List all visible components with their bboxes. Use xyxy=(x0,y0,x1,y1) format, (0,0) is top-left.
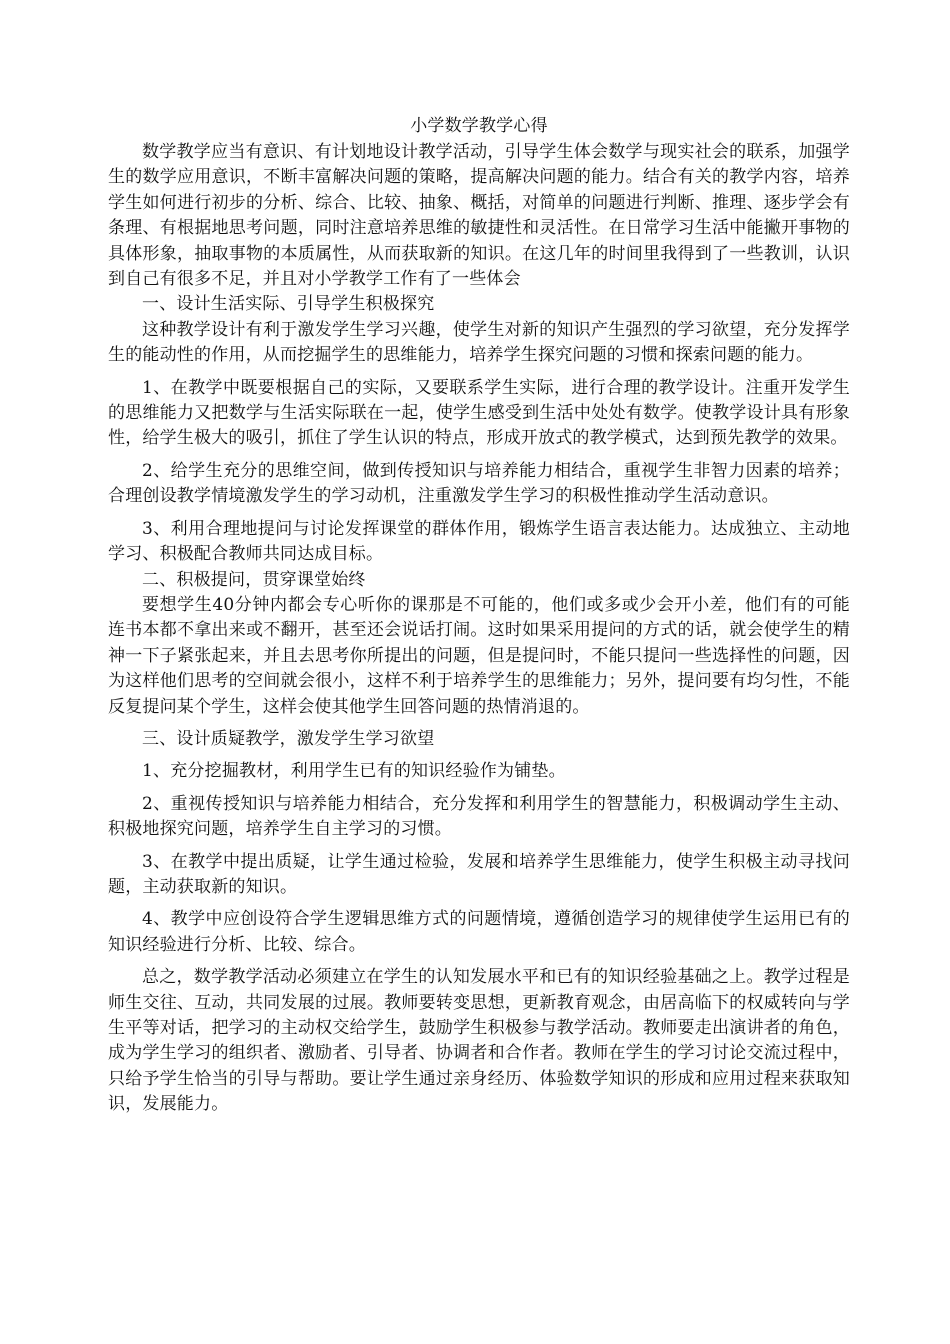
document-title: 小学数学教学心得 xyxy=(410,116,548,136)
section-3-item-2: 2、重视传授知识与培养能力相结合，充分发挥和利用学生的智慧能力，积极调动学生主动、积极地探究问题，培养学生自主学习的习惯。 xyxy=(108,793,850,840)
section-3-item-1: 1、充分挖掘教材，利用学生已有的知识经验作为铺垫。 xyxy=(142,761,566,782)
section-1-item-2: 2、给学生充分的思维空间，做到传授知识与培养能力相结合，重视学生非智力因素的培养；合理创设教学情境激发学生的学习动机，注重激发学生学习的积极性推动学生活动意识。 xyxy=(108,460,850,507)
section-1-heading: 一、设计生活实际、引导学生积极探究 xyxy=(142,294,435,315)
section-3-item-3: 3、在教学中提出质疑，让学生通过检验，发展和培养学生思维能力，使学生积极主动寻找问题，主动获取新的知识。 xyxy=(108,851,850,897)
section-3-heading: 三、设计质疑教学，激发学生学习欲望 xyxy=(142,728,435,749)
conclusion-paragraph: 总之，数学教学活动必须建立在学生的认知发展水平和已有的知识经验基础之上。教学过程是师生交往、互动，共同发展的过展。教师要转变思想，更新教育观念，由居高临下的权威转向与学生平等对话，把学习的主动权交给学生，鼓励学生积极参与教学活动。教师要走出演讲者的角色，成为学生学习的组织者、激励者、引导者、协调者和合作者。教师在学生的学习讨论交流过程中，只给予学生恰当的引导与帮助。要让学生通过亲身经历、体验数学知识的形成和应用过程来获取知识，发展能力。 xyxy=(108,967,850,1115)
section-3-item-4: 4、教学中应创设符合学生逻辑思维方式的问题情境，遵循创造学习的规律使学生运用已有的知识经验进行分析、比较、综合。 xyxy=(108,909,850,955)
section-1-body: 这种教学设计有利于激发学生学习兴趣，使学生对新的知识产生强烈的学习欲望，充分发挥学生的能动性的作用，从而挖掘学生的思维能力，培养学生探究问题的习惯和探索问题的能力。 xyxy=(108,319,850,366)
section-2-body: 要想学生40分钟内都会专心听你的课那是不可能的，他们或多或少会开小差，他们有的可能连书本都不拿出来或不翻开，甚至还会说话打闹。这时如果采用提问的方式的话，就会使学生的精神一下子紧张起来，并且去思考你所提出的问题，但是提问时，不能只提问一些选择性的问题，因为这样他们思考的空间就会很小，这样不利于培养学生的思维能力；另外，提问要有均匀性，不能反复提问某个学生，这样会使其他学生回答问题的热情消退的。 xyxy=(108,594,850,717)
document-page xyxy=(108,112,850,1118)
section-1-item-1: 1、在教学中既要根据自己的实际，又要联系学生实际，进行合理的教学设计。注重开发学生的思维能力又把数学与生活实际联在一起，使学生感受到生活中处处有数学。使教学设计具有形象性，给学生极大的吸引，抓住了学生认识的特点，形成开放式的教学模式，达到预先教学的效果。 xyxy=(108,377,850,449)
intro-paragraph: 数学教学应当有意识、有计划地设计教学活动，引导学生体会数学与现实社会的联系，加强学生的数学应用意识，不断丰富解决问题的策略，提高解决问题的能力。结合有关的教学内容，培养学生如何进行初步的分析、综合、比较、抽象、概括，对简单的问题进行判断、推理、逐步学会有条理、有根据地思考问题，同时注意培养思维的敏捷性和灵活性。在日常学习生活中能撇开事物的具体形象，抽取事物的本质属性，从而获取新的知识。在这几年的时间里我得到了一些教训，认识到自己有很多不足，并且对小学教学工作有了一些体会 xyxy=(108,142,850,290)
section-2-heading: 二、积极提问，贯穿课堂始终 xyxy=(142,569,366,590)
section-1-item-3: 3、利用合理地提问与讨论发挥课堂的群体作用，锻炼学生语言表达能力。达成独立、主动地学习、积极配合教师共同达成目标。 xyxy=(108,518,850,565)
